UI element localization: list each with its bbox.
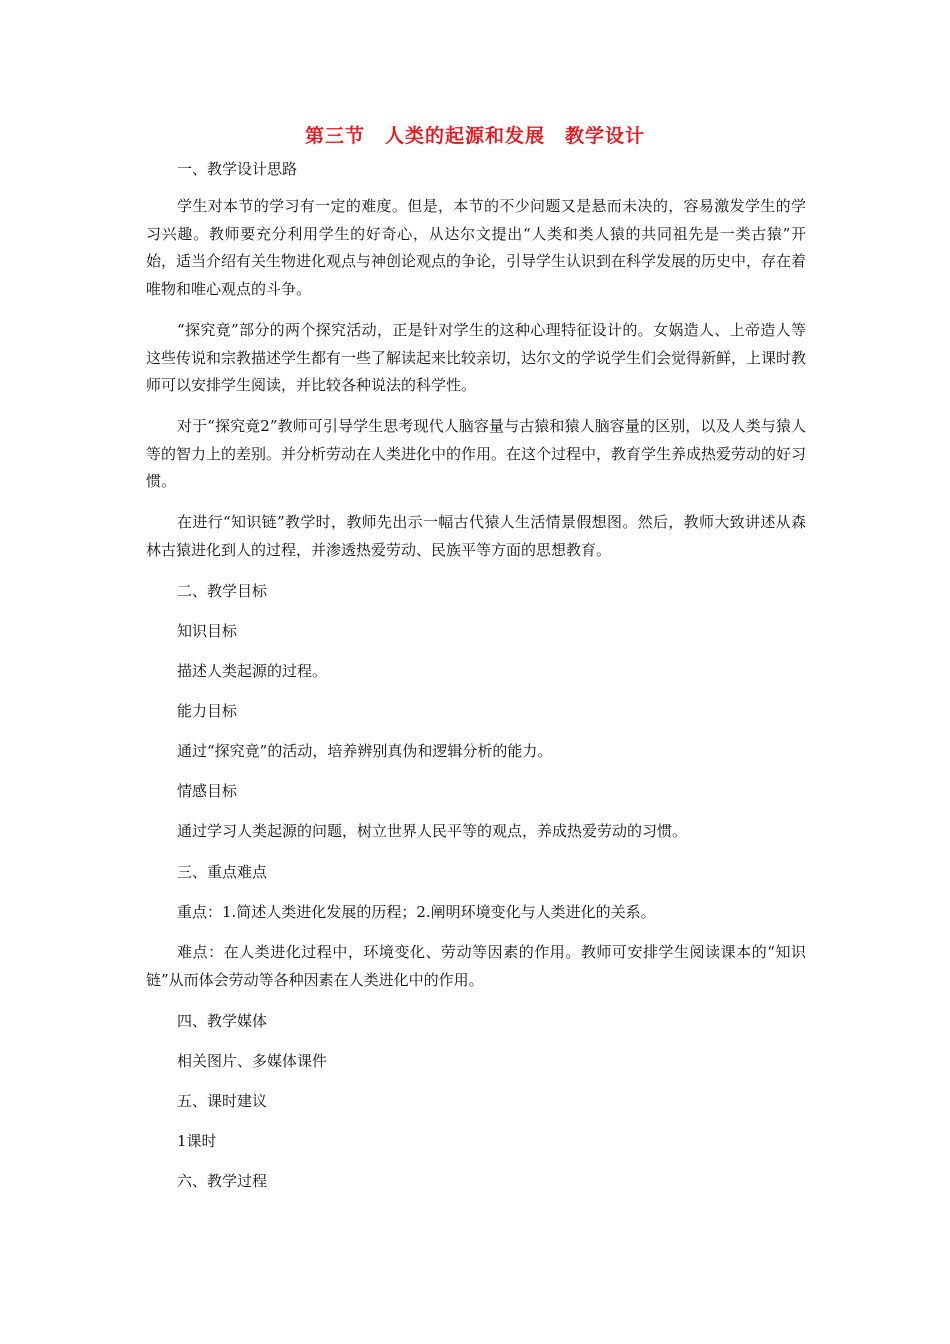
section-heading-key-points: 三、重点难点 (177, 863, 268, 881)
key-points-text: 重点：1.简述人类进化发展的历程；2.阐明环境变化与人类进化的关系。 (177, 903, 656, 921)
knowledge-goal-text: 描述人类起源的过程。 (177, 662, 328, 680)
emotion-goal-label: 情感目标 (177, 782, 238, 800)
difficult-points-text: 难点：在人类进化过程中，环境变化、劳动等因素的作用。教师可安排学生阅读课本的“知识链”从而体会劳动等各种因素在人类进化中的作用。 (146, 943, 806, 989)
knowledge-goal-label: 知识目标 (177, 622, 238, 640)
document-title: 第三节 人类的起源和发展 教学设计 (304, 125, 645, 147)
section-heading-teaching-process: 六、教学过程 (177, 1172, 268, 1190)
paragraph-design-ideas-4: 在进行“知识链”教学时，教师先出示一幅古代猿人生活情景假想图。然后，教师大致讲述从森林古猿进化到人的过程，并渗透热爱劳动、民族平等方面的思想教育。 (146, 513, 806, 559)
paragraph-design-ideas-2: “探究竟”部分的两个探究活动，正是针对学生的这种心理特征设计的。女娲造人、上帝造人等这些传说和宗教描述学生都有一些了解读起来比较亲切，达尔文的学说学生们会觉得新鲜，上课时教师可以安排学生阅读，并比较各种说法的科学性。 (146, 321, 807, 394)
section-heading-design-ideas: 一、教学设计思路 (177, 160, 298, 178)
section-heading-class-hours: 五、课时建议 (177, 1092, 268, 1110)
section-heading-media: 四、教学媒体 (177, 1012, 268, 1030)
paragraph-design-ideas-1: 学生对本节的学习有一定的难度。但是，本节的不少问题又是悬而未决的，容易激发学生的学习兴趣。教师要充分利用学生的好奇心，从达尔文提出“人类和类人猿的共同祖先是一类古猿”开始，适当介绍有关生物进化观点与神创论观点的争论，引导学生认识到在科学发展的历史中，存在着唯物和唯心观点的斗争。 (146, 197, 807, 298)
ability-goal-label: 能力目标 (177, 702, 238, 720)
section-heading-teaching-goals: 二、教学目标 (177, 582, 268, 600)
paragraph-design-ideas-3: 对于“探究竟2”教师可引导学生思考现代人脑容量与古猿和猿人脑容量的区别，以及人类与猿人等的智力上的差别。并分析劳动在人类进化中的作用。在这个过程中，教育学生养成热爱劳动的好习惯。 (146, 417, 807, 490)
media-text: 相关图片、多媒体课件 (177, 1052, 328, 1070)
ability-goal-text: 通过“探究竟”的活动，培养辨别真伪和逻辑分析的能力。 (177, 742, 553, 760)
emotion-goal-text: 通过学习人类起源的问题，树立世界人民平等的观点，养成热爱劳动的习惯。 (177, 822, 688, 840)
class-hours-text: 1课时 (177, 1132, 217, 1150)
